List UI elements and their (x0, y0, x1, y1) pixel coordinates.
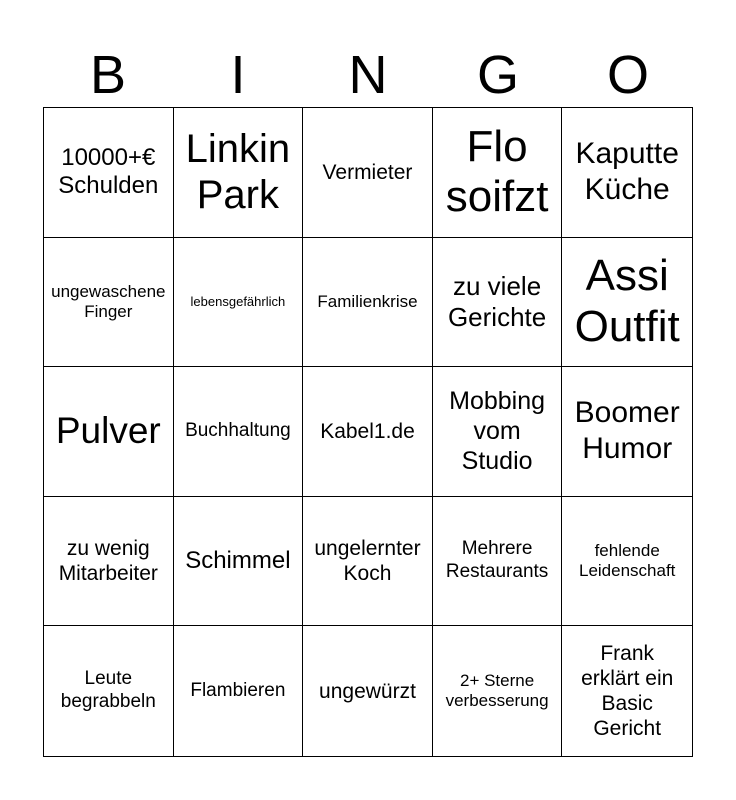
cell-text: fehlende Leidenschaft (578, 540, 676, 581)
bingo-cell-r4c1[interactable] (44, 497, 174, 627)
header-letter-i: I (230, 45, 246, 105)
bingo-cell-r2c2[interactable] (174, 238, 304, 368)
cell-text: Buchhaltung (185, 420, 291, 442)
cell-text: zu wenig Mitarbeiter (58, 536, 158, 586)
bingo-cell-r2c5[interactable] (562, 238, 692, 368)
cell-text: ungewaschene Finger (51, 281, 166, 321)
cell-text: Assi Outfit (574, 251, 680, 351)
cell-text: Kaputte Küche (575, 137, 679, 207)
bingo-cell-r3c2[interactable] (174, 367, 304, 497)
header-letter-o: O (606, 45, 649, 105)
cell-text: ungelernter Koch (314, 536, 421, 586)
cell-text: 2+ Sterne verbesserung (445, 670, 549, 711)
cell-text: Mehrere Restaurants (445, 538, 549, 583)
cell-text: Frank erklärt ein Basic Gericht (581, 641, 674, 741)
bingo-cell-r4c5[interactable] (562, 497, 692, 627)
bingo-cell-r2c3[interactable] (303, 238, 433, 368)
bingo-cell-r1c1[interactable] (44, 108, 174, 238)
cell-text: ungewürzt (319, 679, 416, 703)
bingo-cell-r2c4[interactable] (433, 238, 563, 368)
bingo-cell-r5c2[interactable] (174, 626, 304, 756)
cell-text: Mobbing vom Studio (449, 387, 546, 476)
cell-text: Linkin Park (185, 127, 291, 218)
bingo-cell-r3c4[interactable] (433, 367, 563, 497)
bingo-cell-r2c1[interactable] (44, 238, 174, 368)
cell-text: Leute begrabbeln (60, 668, 156, 713)
cell-text: 10000+€ Schulden (58, 143, 159, 200)
cell-text: Familienkrise (317, 291, 418, 311)
bingo-cell-r1c4[interactable] (433, 108, 563, 238)
header-letter-b: B (89, 45, 127, 105)
bingo-board (43, 107, 693, 757)
bingo-cell-r1c2[interactable] (174, 108, 304, 238)
cell-text: Schimmel (185, 546, 291, 574)
bingo-cell-r5c4[interactable] (433, 626, 563, 756)
bingo-cell-r5c1[interactable] (44, 626, 174, 756)
cell-text: Flo soifzt (445, 121, 549, 222)
cell-text: Flambieren (190, 679, 286, 701)
cell-text: zu viele Gerichte (447, 270, 547, 332)
bingo-cell-r1c5[interactable] (562, 108, 692, 238)
header-letter-g: G (476, 45, 519, 105)
bingo-cell-r5c3[interactable] (303, 626, 433, 756)
bingo-cell-r4c3[interactable] (303, 497, 433, 627)
cell-text: lebensgefährlich (190, 294, 286, 310)
header-letter-n: N (348, 45, 388, 105)
bingo-header (43, 44, 693, 106)
bingo-cell-r3c3[interactable] (303, 367, 433, 497)
cell-text: Kabel1.de (320, 419, 415, 443)
cell-text: Pulver (55, 410, 161, 452)
bingo-cell-r4c2[interactable] (174, 497, 304, 627)
bingo-cell-r1c3[interactable] (303, 108, 433, 238)
cell-text: Boomer Humor (574, 396, 680, 466)
cell-text: Vermieter (322, 160, 413, 184)
bingo-cell-r5c5[interactable] (562, 626, 692, 756)
bingo-cell-r4c4[interactable] (433, 497, 563, 627)
bingo-cell-r3c5[interactable] (562, 367, 692, 497)
bingo-cell-r3c1[interactable] (44, 367, 174, 497)
